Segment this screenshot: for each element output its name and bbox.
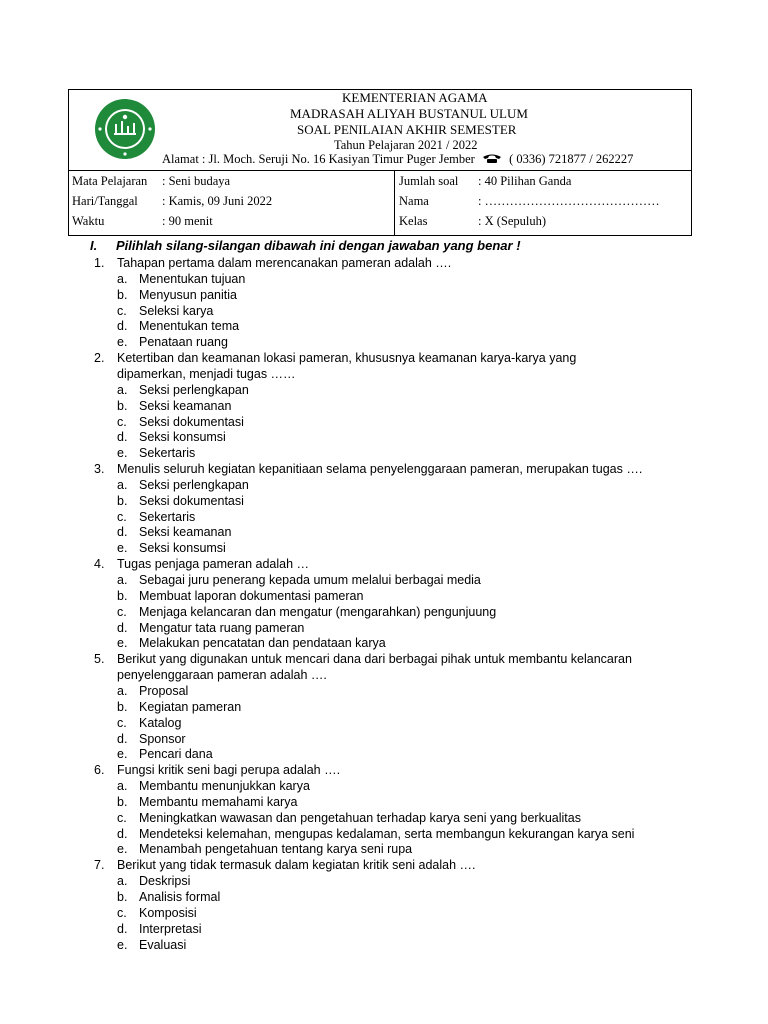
option-letter: e.: [117, 335, 128, 350]
option-letter: d.: [117, 525, 128, 540]
option-letter: d.: [117, 620, 128, 635]
instruction: [90, 238, 521, 253]
option-text: Deskripsi: [139, 874, 191, 889]
subject-label: Mata Pelajaran: [72, 174, 148, 188]
address-line: [162, 152, 633, 168]
option-letter: a.: [117, 874, 128, 889]
option-text: Melakukan pencatatan dan pendataan karya: [139, 636, 386, 651]
question-count-label: Jumlah soal: [399, 174, 459, 188]
option-letter: b.: [117, 398, 128, 413]
option-letter: b.: [117, 699, 128, 714]
question-number: 5.: [94, 652, 105, 667]
exam-title: SOAL PENILAIAN AKHIR SEMESTER: [297, 122, 517, 137]
question-number: 6.: [94, 763, 105, 778]
option-letter: e.: [117, 541, 128, 556]
option-text: Menjaga kelancaran dan mengatur (mengarahkan) pengunjuung: [139, 604, 497, 619]
option-letter: e.: [117, 937, 128, 952]
option-letter: d.: [117, 826, 128, 841]
date-value: : Kamis, 09 Juni 2022: [162, 194, 273, 208]
option-text: Proposal: [139, 683, 189, 698]
option-letter: c.: [117, 715, 127, 730]
question-text: Berikut yang digunakan untuk mencari dana dari berbagai pihak untuk membantu kelancaran: [117, 652, 632, 667]
option-text: Menambah pengetahuan tentang karya seni rupa: [139, 842, 413, 857]
question-text: dipamerkan, menjadi tugas ……: [117, 366, 296, 381]
option-letter: b.: [117, 493, 128, 508]
time-label: Waktu: [72, 214, 105, 228]
option-text: Sebagai juru penerang kepada umum melalui berbagai media: [139, 573, 481, 587]
option-text: Sekertaris: [139, 446, 196, 461]
option-text: Membantu memahami karya: [139, 794, 298, 809]
option-text: Seksi keamanan: [139, 525, 232, 540]
option-text: Analisis formal: [139, 890, 221, 904]
option-text: Sekertaris: [139, 509, 196, 524]
option-text: Katalog: [139, 715, 182, 730]
option-letter: d.: [117, 921, 128, 936]
option-letter: d.: [117, 731, 128, 746]
option-letter: c.: [117, 604, 127, 619]
option-letter: b.: [117, 588, 128, 603]
option-letter: a.: [117, 683, 128, 698]
question-number: 2.: [94, 351, 105, 366]
option-letter: c.: [117, 810, 127, 825]
option-letter: b.: [117, 890, 128, 904]
option-text: Seksi perlengkapan: [139, 477, 249, 492]
option-text: Menentukan tujuan: [139, 271, 246, 286]
option-text: Seksi konsumsi: [139, 430, 226, 445]
address-text: Alamat : Jl. Moch. Seruji No. 16 Kasiyan Timur Puger Jember: [162, 152, 475, 166]
instruction-text: Pilihlah silang-silangan dibawah ini dengan jawaban yang benar !: [116, 238, 521, 253]
option-text: Penataan ruang: [139, 335, 228, 350]
option-text: Kegiatan pameran: [139, 699, 242, 714]
option-letter: c.: [117, 303, 127, 318]
subject-value: : Seni budaya: [162, 174, 231, 188]
option-text: Seksi perlengkapan: [139, 382, 249, 397]
option-letter: b.: [117, 287, 128, 302]
question-text: Menulis seluruh kegiatan kepanitiaan selama penyelenggaraan pameran, merupakan tugas ….: [117, 462, 643, 477]
option-letter: a.: [117, 779, 128, 794]
name-field: : ……………………………………: [478, 194, 660, 208]
option-text: Seksi dokumentasi: [139, 414, 244, 429]
class-label: Kelas: [399, 214, 428, 228]
option-text: Komposisi: [139, 905, 197, 920]
option-text: Membuat laporan dokumentasi pameran: [139, 588, 364, 603]
option-text: Interpretasi: [139, 921, 202, 936]
option-letter: e.: [117, 747, 128, 762]
question-text: Tugas penjaga pameran adalah …: [117, 557, 310, 572]
option-letter: d.: [117, 430, 128, 445]
option-text: Seksi keamanan: [139, 398, 232, 413]
option-letter: e.: [117, 636, 128, 651]
option-text: Pencari dana: [139, 747, 213, 762]
class-value: : X (Sepuluh): [478, 214, 547, 228]
ministry-name: KEMENTERIAN AGAMA: [342, 90, 488, 105]
option-text: Membantu menunjukkan karya: [139, 779, 310, 794]
madrasah-logo-icon: [94, 98, 156, 160]
phone-text: ( 0336) 721877 / 262227: [509, 152, 634, 166]
question-text: Berikut yang tidak termasuk dalam kegiatan kritik seni adalah ….: [117, 858, 476, 873]
question-number: 3.: [94, 462, 105, 477]
option-letter: a.: [117, 271, 128, 286]
question-text: Ketertiban dan keamanan lokasi pameran, khususnya keamanan karya-karya yang: [117, 351, 577, 366]
question-text: penyelenggaraan pameran adalah ….: [117, 668, 327, 683]
option-text: Menentukan tema: [139, 319, 240, 334]
option-letter: d.: [117, 319, 128, 334]
option-letter: e.: [117, 842, 128, 857]
option-text: Mengatur tata ruang pameran: [139, 620, 305, 635]
question-count-value: : 40 Pilihan Ganda: [478, 174, 572, 188]
option-letter: c.: [117, 905, 127, 920]
option-letter: c.: [117, 509, 127, 524]
question-number: 1.: [94, 256, 105, 270]
question-number: 4.: [94, 557, 105, 572]
option-text: Meningkatkan wawasan dan pengetahuan terhadap karya seni yang berkualitas: [139, 810, 581, 825]
table-divider: [394, 170, 395, 235]
option-letter: a.: [117, 573, 128, 587]
school-name: MADRASAH ALIYAH BUSTANUL ULUM: [290, 106, 528, 121]
option-text: Menyusun panitia: [139, 287, 237, 302]
telephone-icon: [482, 153, 502, 164]
name-label: Nama: [399, 194, 429, 208]
option-text: Seleksi karya: [139, 303, 214, 318]
option-text: Seksi dokumentasi: [139, 493, 244, 508]
date-label: Hari/Tanggal: [72, 194, 138, 208]
option-letter: c.: [117, 414, 127, 429]
exam-info-table: [68, 170, 692, 236]
question-text: Tahapan pertama dalam merencanakan pameran adalah ….: [117, 256, 452, 270]
option-text: Seksi konsumsi: [139, 541, 226, 556]
option-text: Sponsor: [139, 731, 186, 746]
option-text: Evaluasi: [139, 937, 187, 952]
time-value: : 90 menit: [162, 214, 213, 228]
question-text: Fungsi kritik seni bagi perupa adalah ….: [117, 763, 341, 778]
question-number: 7.: [94, 858, 105, 873]
option-letter: b.: [117, 794, 128, 809]
academic-year: Tahun Pelajaran 2021 / 2022: [334, 138, 478, 152]
option-text: Mendeteksi kelemahan, mengupas kedalaman, serta membangun kekurangan karya seni: [139, 826, 635, 841]
option-letter: a.: [117, 382, 128, 397]
option-letter: e.: [117, 446, 128, 461]
option-letter: a.: [117, 477, 128, 492]
section-number: I.: [90, 238, 98, 253]
